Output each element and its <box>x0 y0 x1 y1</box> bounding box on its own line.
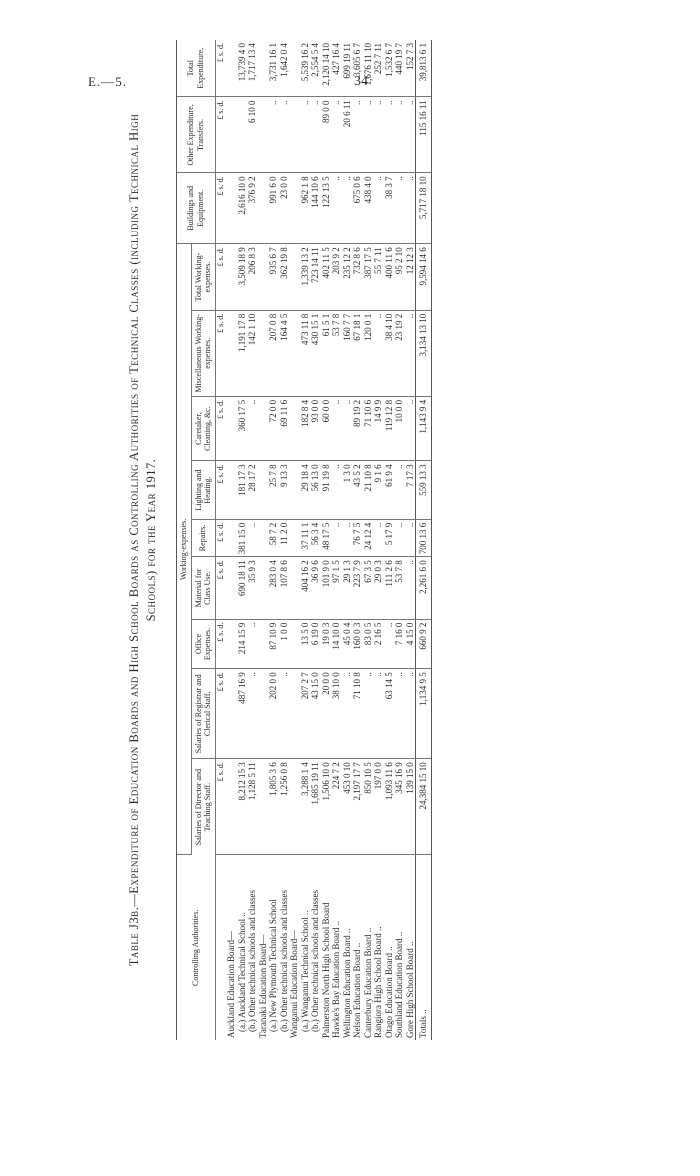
amount-cell: 55 7 11 <box>373 244 384 311</box>
amount-cell: 21 10 8 <box>363 461 374 519</box>
amount-cell: .. <box>331 97 342 173</box>
amount-cell: 1,339 13 2 <box>300 244 311 311</box>
amount-cell: 7 16 0 <box>394 619 405 669</box>
row-label: Auckland Education Board— <box>226 931 236 1038</box>
amount-cell <box>289 244 300 311</box>
amount-cell: 164 4 5 <box>279 310 290 396</box>
amount-cell: 360 17 5 <box>237 396 248 460</box>
amount-cell: .. <box>342 396 353 460</box>
amount-cell: 76 7 5 <box>352 519 363 557</box>
header-buildings: Buildings and Equipment. <box>177 173 216 244</box>
amount-cell: .. <box>394 669 405 759</box>
amount-cell: 20 6 11 <box>342 97 353 173</box>
amount-cell: .. <box>405 519 416 557</box>
amount-cell: 690 18 11 <box>237 557 248 619</box>
amount-cell: 1 3 0 <box>342 461 353 519</box>
table-row <box>373 40 384 1040</box>
table-row <box>279 40 290 1040</box>
amount-cell: 440 19 7 <box>394 40 405 97</box>
amount-cell: 11 2 0 <box>279 519 290 557</box>
amount-cell <box>289 557 300 619</box>
amount-cell: 107 8 6 <box>279 557 290 619</box>
row-label: Wanganui Education Board— <box>289 929 299 1038</box>
amount-cell <box>258 619 269 669</box>
amount-cell: .. <box>342 519 353 557</box>
amount-cell: 381 15 0 <box>237 519 248 557</box>
amount-cell: 122 13 5 <box>321 173 332 244</box>
amount-cell <box>258 519 269 557</box>
rotated-table-block <box>126 40 700 1040</box>
header-working-expenses: Working-expenses. <box>177 244 192 855</box>
unit-cell: £ s. d. <box>215 557 226 619</box>
table-row <box>321 40 332 1040</box>
amount-cell: 23 19 2 <box>394 310 405 396</box>
amount-cell: 181 17 3 <box>237 461 248 519</box>
amount-cell: 67 3 5 <box>363 557 374 619</box>
amount-cell: .. <box>373 97 384 173</box>
amount-cell: 23 0 0 <box>279 173 290 244</box>
amount-cell <box>289 173 300 244</box>
amount-cell: .. <box>394 519 405 557</box>
amount-cell: 438 4 0 <box>363 173 374 244</box>
amount-cell <box>226 396 237 460</box>
table-row <box>268 40 279 1040</box>
amount-cell: 850 10 5 <box>363 759 374 855</box>
amount-cell <box>258 310 269 396</box>
amount-cell: .. <box>331 519 342 557</box>
amount-cell: 362 19 8 <box>279 244 290 311</box>
amount-cell: 935 6 7 <box>268 244 279 311</box>
amount-cell: 119 12 8 <box>384 396 395 460</box>
amount-cell: 2,554 5 4 <box>310 40 321 97</box>
amount-cell: 28 17 2 <box>247 461 258 519</box>
amount-cell <box>258 669 269 759</box>
amount-cell: 723 14 11 <box>310 244 321 311</box>
amount-cell: 400 11 6 <box>384 244 395 311</box>
totals-label: Totals .. <box>416 855 432 1040</box>
amount-cell: .. <box>394 461 405 519</box>
amount-cell: 732 8 6 <box>352 244 363 311</box>
amount-cell: 1,128 5 11 <box>247 759 258 855</box>
amount-cell: .. <box>268 97 279 173</box>
amount-cell: .. <box>363 97 374 173</box>
amount-cell: 14 9 9 <box>373 396 384 460</box>
row-label: (a.) Auckland Technical School .. <box>236 912 247 1032</box>
amount-cell: 38 10 0 <box>331 669 342 759</box>
amount-cell: 38 4 10 <box>384 310 395 396</box>
table-row <box>342 40 353 1040</box>
amount-cell: 2,616 10 0 <box>237 173 248 244</box>
amount-cell: 1,506 10 0 <box>321 759 332 855</box>
amount-cell: 387 17 5 <box>363 244 374 311</box>
header-lighting: Lighting and Heating. <box>191 461 215 519</box>
amount-cell: 1,256 0 8 <box>279 759 290 855</box>
amount-cell <box>226 244 237 311</box>
amount-cell: 9 1 6 <box>373 461 384 519</box>
amount-cell: .. <box>247 669 258 759</box>
header-total-expenditure: Total Expenditure. <box>177 40 216 97</box>
row-label: (b.) Other technical schools and classes <box>310 890 320 1032</box>
unit-cell: £ s. d. <box>215 396 226 460</box>
table-row <box>289 40 300 1040</box>
total-cell: 1,134 9 5 <box>416 669 432 759</box>
amount-cell <box>289 396 300 460</box>
amount-cell: 699 19 11 <box>342 40 353 97</box>
row-label: (b.) Other technical schools and classes <box>278 890 289 1032</box>
amount-cell: 139 15 0 <box>405 759 416 855</box>
amount-cell <box>289 669 300 759</box>
total-cell: 39,813 6 1 <box>416 40 432 97</box>
amount-cell: .. <box>342 173 353 244</box>
amount-cell: .. <box>363 669 374 759</box>
table-row <box>394 40 405 1040</box>
amount-cell: 61 9 4 <box>384 461 395 519</box>
amount-cell: 67 18 1 <box>352 310 363 396</box>
amount-cell: .. <box>373 310 384 396</box>
amount-cell <box>258 173 269 244</box>
amount-cell: 83 0 5 <box>363 619 374 669</box>
amount-cell: 202 0 0 <box>268 669 279 759</box>
total-cell: 1,143 9 4 <box>416 396 432 460</box>
amount-cell: .. <box>405 173 416 244</box>
amount-cell <box>226 759 237 855</box>
amount-cell: 72 0 0 <box>268 396 279 460</box>
amount-cell: 35 9 3 <box>247 557 258 619</box>
amount-cell: 13,739 4 0 <box>237 40 248 97</box>
amount-cell: 214 15 9 <box>237 619 248 669</box>
amount-cell: 675 0 6 <box>352 173 363 244</box>
amount-cell: 24 12 4 <box>363 519 374 557</box>
amount-cell <box>258 759 269 855</box>
row-label: Rangiora High School Board .. <box>373 926 383 1038</box>
amount-cell: 43 15 0 <box>310 669 321 759</box>
unit-cell: £ s. d. <box>215 619 226 669</box>
amount-cell: 3,288 1 4 <box>300 759 311 855</box>
amount-cell: 69 11 6 <box>279 396 290 460</box>
units-row <box>215 40 226 1040</box>
amount-cell <box>226 557 237 619</box>
amount-cell: 1,717 13 4 <box>247 40 258 97</box>
amount-cell: 235 12 2 <box>342 244 353 311</box>
table-row <box>405 40 416 1040</box>
amount-cell: .. <box>279 97 290 173</box>
amount-cell <box>226 669 237 759</box>
total-cell: 700 13 6 <box>416 519 432 557</box>
amount-cell: 71 10 8 <box>352 669 363 759</box>
header-miscellaneous: Miscellaneous Working-expenses. <box>191 310 215 396</box>
amount-cell: 2 16 5 <box>373 619 384 669</box>
amount-cell: .. <box>300 97 311 173</box>
amount-cell: 101 9 0 <box>321 557 332 619</box>
table-row <box>237 40 248 1040</box>
amount-cell: 3,731 16 1 <box>268 40 279 97</box>
amount-cell <box>289 461 300 519</box>
amount-cell: 71 10 6 <box>363 396 374 460</box>
amount-cell: 12 12 3 <box>405 244 416 311</box>
amount-cell: 43 5 2 <box>352 461 363 519</box>
row-label: Gore High School Board .. <box>404 941 415 1038</box>
amount-cell: 5 17 9 <box>384 519 395 557</box>
amount-cell: 142 1 10 <box>247 310 258 396</box>
amount-cell: .. <box>394 97 405 173</box>
amount-cell <box>289 759 300 855</box>
amount-cell: 38 3 7 <box>384 173 395 244</box>
amount-cell: 29 18 4 <box>300 461 311 519</box>
amount-cell: 207 0 8 <box>268 310 279 396</box>
amount-cell: 1,805 3 6 <box>268 759 279 855</box>
total-cell: 9,594 14 6 <box>416 244 432 311</box>
unit-cell: £ s. d. <box>215 40 226 97</box>
amount-cell: 252 7 11 <box>373 40 384 97</box>
expenditure-table <box>176 40 432 1040</box>
amount-cell: .. <box>352 97 363 173</box>
amount-cell: 207 2 7 <box>300 669 311 759</box>
amount-cell: .. <box>405 396 416 460</box>
amount-cell: 3,509 18 9 <box>237 244 248 311</box>
amount-cell: .. <box>247 619 258 669</box>
amount-cell: 1 0 0 <box>279 619 290 669</box>
amount-cell <box>226 619 237 669</box>
row-label: Canterbury Education Board .. <box>362 927 373 1038</box>
amount-cell: 487 16 9 <box>237 669 248 759</box>
amount-cell <box>289 619 300 669</box>
header-material: Material for Class Use. <box>191 557 215 619</box>
table-row <box>352 40 363 1040</box>
amount-cell: 473 11 8 <box>300 310 311 396</box>
amount-cell: 93 0 0 <box>310 396 321 460</box>
header-total-working: Total Working-expenses. <box>191 244 215 311</box>
amount-cell: 1,191 17 8 <box>237 310 248 396</box>
row-label: Wellington Education Board .. <box>341 928 352 1038</box>
amount-cell: 144 10 6 <box>310 173 321 244</box>
amount-cell: 14 10 0 <box>331 619 342 669</box>
amount-cell <box>226 40 237 97</box>
amount-cell: .. <box>394 173 405 244</box>
amount-cell <box>226 173 237 244</box>
table-row <box>226 40 237 1040</box>
unit-cell: £ s. d. <box>215 173 226 244</box>
page-reference: E.—5. <box>88 74 127 89</box>
amount-cell: 402 11 5 <box>321 244 332 311</box>
table-row <box>384 40 395 1040</box>
amount-cell <box>226 461 237 519</box>
amount-cell: 97 1 5 <box>331 557 342 619</box>
amount-cell: .. <box>247 396 258 460</box>
amount-cell: 120 0 1 <box>363 310 374 396</box>
amount-cell <box>258 396 269 460</box>
amount-cell: 160 7 7 <box>342 310 353 396</box>
amount-cell: 223 7 9 <box>352 557 363 619</box>
total-cell: 3,134 13 10 <box>416 310 432 396</box>
amount-cell: 3,605 6 7 <box>352 40 363 97</box>
header-office-expenses: Office Expenses. <box>191 619 215 669</box>
amount-cell: 182 8 4 <box>300 396 311 460</box>
amount-cell: 345 16 9 <box>394 759 405 855</box>
row-label: Nelson Education Board .. <box>352 942 362 1038</box>
header-controlling-authorities: Controlling Authorities. <box>177 855 216 1040</box>
amount-cell: 4 15 0 <box>405 619 416 669</box>
amount-cell: 1,093 11 6 <box>384 759 395 855</box>
amount-cell: .. <box>373 669 384 759</box>
amount-cell <box>258 557 269 619</box>
amount-cell: 53 7 8 <box>394 557 405 619</box>
amount-cell: 1,685 19 11 <box>310 759 321 855</box>
amount-cell: 6 10 0 <box>247 97 258 173</box>
amount-cell: 8,212 15 3 <box>237 759 248 855</box>
amount-cell: .. <box>373 173 384 244</box>
amount-cell: .. <box>373 519 384 557</box>
amount-cell <box>289 310 300 396</box>
header-repairs: Repairs. <box>191 519 215 557</box>
amount-cell: 61 5 1 <box>321 310 332 396</box>
amount-cell: 10 0 0 <box>394 396 405 460</box>
amount-cell: 224 7 2 <box>331 759 342 855</box>
row-label: (a.) Wanganui Technical School .. <box>299 910 310 1032</box>
data-rows <box>226 40 416 1040</box>
page-number: 34 <box>354 74 368 89</box>
amount-cell <box>258 244 269 311</box>
amount-cell: 89 19 2 <box>352 396 363 460</box>
amount-cell: 53 7 8 <box>331 310 342 396</box>
amount-cell: .. <box>247 519 258 557</box>
amount-cell: 160 0 3 <box>352 619 363 669</box>
amount-cell: 48 17 5 <box>321 519 332 557</box>
amount-cell: 56 3 4 <box>310 519 321 557</box>
amount-cell <box>258 97 269 173</box>
table-row <box>247 40 258 1040</box>
total-cell: 24,384 15 10 <box>416 759 432 855</box>
amount-cell: .. <box>405 310 416 396</box>
amount-cell: 1,532 6 7 <box>384 40 395 97</box>
amount-cell <box>289 40 300 97</box>
amount-cell: .. <box>331 461 342 519</box>
amount-cell: 58 7 2 <box>268 519 279 557</box>
unit-cell: £ s. d. <box>215 519 226 557</box>
amount-cell: 376 9 2 <box>247 173 258 244</box>
amount-cell <box>258 461 269 519</box>
amount-cell <box>289 97 300 173</box>
amount-cell: 404 16 2 <box>300 557 311 619</box>
amount-cell: 37 11 1 <box>300 519 311 557</box>
row-label: Taranaki Education Board— <box>257 934 268 1038</box>
amount-cell: 36 9 6 <box>310 557 321 619</box>
amount-cell: 2,120 14 10 <box>321 40 332 97</box>
amount-cell: 63 14 5 <box>384 669 395 759</box>
unit-cell: £ s. d. <box>215 310 226 396</box>
amount-cell: 20 0 0 <box>321 669 332 759</box>
amount-cell: .. <box>331 173 342 244</box>
amount-cell: 962 1 8 <box>300 173 311 244</box>
table-title: Table J3b.—Expenditure of Education Boards and High School Boards as Controlling Authorities of Technical Classes (including Technical High Schools) for the Year 1917. <box>127 113 158 967</box>
amount-cell: 5,539 16 2 <box>300 40 311 97</box>
row-label: Hawke's Bay Education Board .. <box>331 920 341 1038</box>
total-cell: 115 16 11 <box>416 97 432 173</box>
amount-cell: 206 8 3 <box>247 244 258 311</box>
amount-cell: 13 5 0 <box>300 619 311 669</box>
amount-cell: 111 2 6 <box>384 557 395 619</box>
amount-cell: 45 0 4 <box>342 619 353 669</box>
unit-cell: £ s. d. <box>215 461 226 519</box>
amount-cell: .. <box>310 97 321 173</box>
total-cell: 2,261 6 0 <box>416 557 432 619</box>
amount-cell: 453 0 10 <box>342 759 353 855</box>
total-cell: 559 13 3 <box>416 461 432 519</box>
amount-cell <box>226 519 237 557</box>
table-row <box>310 40 321 1040</box>
amount-cell: 60 0 0 <box>321 396 332 460</box>
totals-row <box>416 40 432 1040</box>
amount-cell: 283 0 4 <box>268 557 279 619</box>
unit-cell: £ s. d. <box>215 759 226 855</box>
table-row <box>300 40 311 1040</box>
amount-cell: 7 17 3 <box>405 461 416 519</box>
amount-cell: .. <box>384 619 395 669</box>
header-other-expenditure: Other Expenditure, Transfers. <box>177 97 216 173</box>
amount-cell: 427 16 4 <box>331 40 342 97</box>
total-cell: 5,717 18 10 <box>416 173 432 244</box>
unit-cell: £ s. d. <box>215 669 226 759</box>
amount-cell: 1,642 0 4 <box>279 40 290 97</box>
amount-cell <box>289 519 300 557</box>
amount-cell: 6 19 0 <box>310 619 321 669</box>
amount-cell <box>258 40 269 97</box>
amount-cell: .. <box>342 669 353 759</box>
amount-cell: .. <box>384 97 395 173</box>
total-cell: 660 9 2 <box>416 619 432 669</box>
amount-cell: 29 0 3 <box>373 557 384 619</box>
header-salaries-registrar: Salaries of Registrar and Clerical Staff. <box>191 669 215 759</box>
amount-cell: .. <box>279 669 290 759</box>
amount-cell: .. <box>405 557 416 619</box>
amount-cell: 56 13 0 <box>310 461 321 519</box>
table-row <box>363 40 374 1040</box>
amount-cell: 91 19 8 <box>321 461 332 519</box>
amount-cell: 95 2 10 <box>394 244 405 311</box>
amount-cell: 430 15 1 <box>310 310 321 396</box>
header-caretaker: Caretaker, Cleaning, &c. <box>191 396 215 460</box>
amount-cell: .. <box>405 97 416 173</box>
amount-cell: 89 0 0 <box>321 97 332 173</box>
amount-cell: .. <box>405 669 416 759</box>
amount-cell: 87 10 9 <box>268 619 279 669</box>
amount-cell <box>237 97 248 173</box>
amount-cell: .. <box>331 396 342 460</box>
amount-cell: 152 7 3 <box>405 40 416 97</box>
row-label: (b.) Other technical schools and classes <box>247 890 257 1032</box>
amount-cell: 19 0 3 <box>321 619 332 669</box>
amount-cell: 9 13 3 <box>279 461 290 519</box>
table-row <box>331 40 342 1040</box>
row-label: Palmerston North High School Board <box>320 902 331 1038</box>
amount-cell: 2,197 17 7 <box>352 759 363 855</box>
amount-cell: 197 0 0 <box>373 759 384 855</box>
header-salaries-director: Salaries of Director and Teaching Staff. <box>191 759 215 855</box>
table-row <box>258 40 269 1040</box>
amount-cell: 991 6 0 <box>268 173 279 244</box>
unit-cell: £ s. d. <box>215 244 226 311</box>
unit-cell: £ s. d. <box>215 97 226 173</box>
row-label: Southland Education Board .. <box>394 931 404 1038</box>
row-label: (a.) New Plymouth Technical School <box>268 899 278 1032</box>
row-label: Otago Education Board .. <box>383 946 394 1038</box>
amount-cell: 1,676 11 10 <box>363 40 374 97</box>
amount-cell <box>226 97 237 173</box>
amount-cell: 203 9 2 <box>331 244 342 311</box>
amount-cell: 25 7 8 <box>268 461 279 519</box>
amount-cell <box>226 310 237 396</box>
amount-cell: 29 1 3 <box>342 557 353 619</box>
